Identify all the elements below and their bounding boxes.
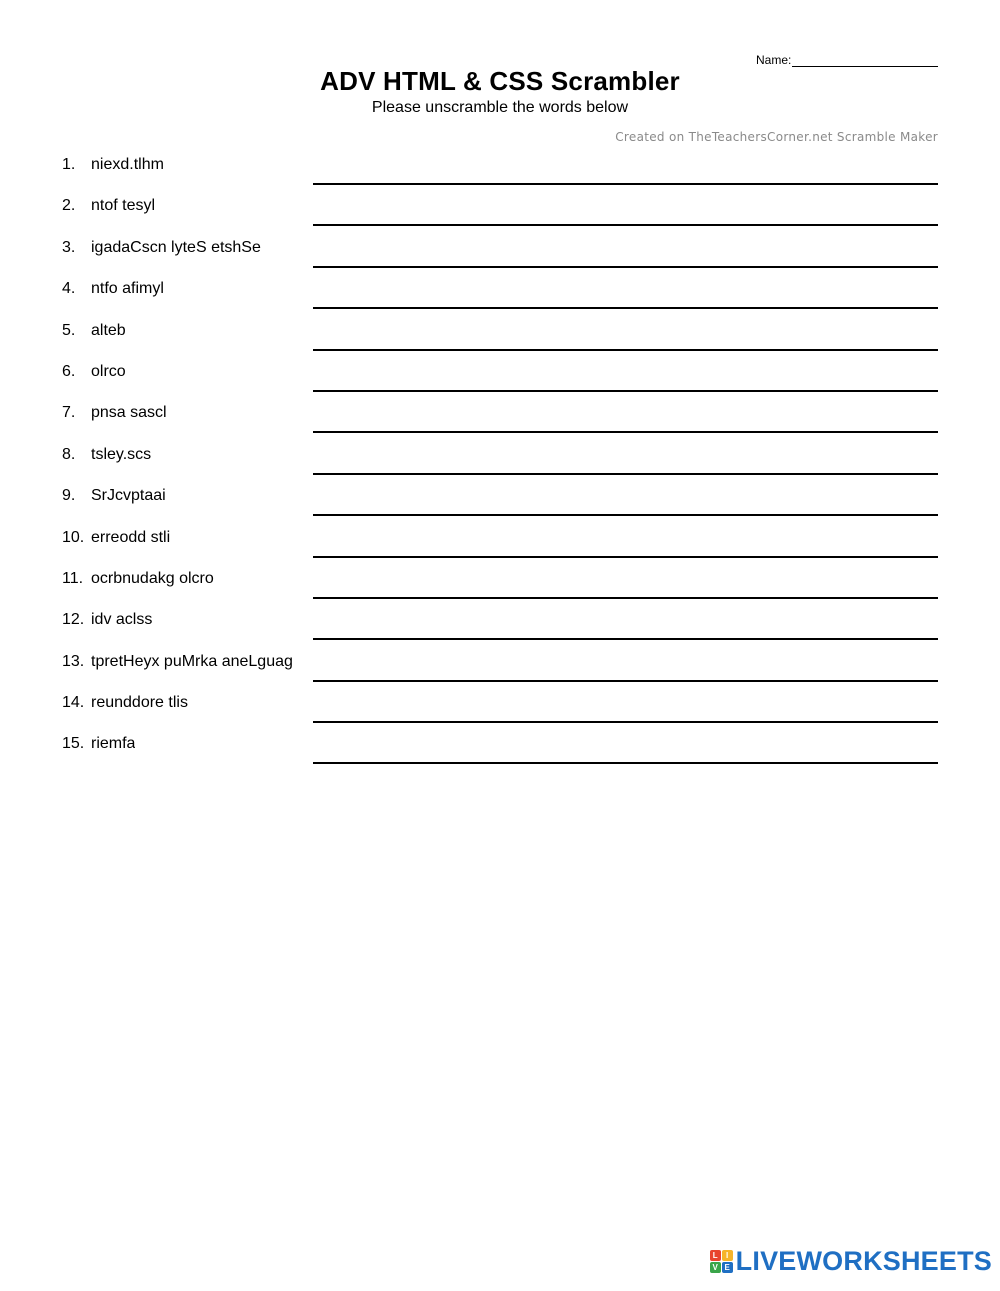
answer-line[interactable]	[313, 762, 938, 764]
list-item	[0, 272, 1000, 313]
answer-line[interactable]	[313, 556, 938, 558]
list-item	[0, 396, 1000, 437]
list-item	[0, 189, 1000, 230]
scrambled-word: SrJcvptaai	[91, 487, 166, 505]
item-number: 9.	[62, 487, 76, 505]
list-item	[0, 686, 1000, 727]
answer-line[interactable]	[313, 473, 938, 475]
answer-line[interactable]	[313, 638, 938, 640]
answer-line[interactable]	[313, 307, 938, 309]
liveworksheets-logo	[710, 1246, 992, 1277]
scrambled-word: igadaCscn lyteS etshSe	[91, 238, 261, 256]
logo-letter: I	[722, 1250, 733, 1261]
scrambled-word: olrco	[91, 362, 126, 380]
scrambled-word: ntfo afimyl	[91, 280, 164, 298]
scrambled-word: tsley.scs	[91, 445, 152, 463]
item-number: 4.	[62, 280, 76, 298]
list-item	[0, 231, 1000, 272]
scrambled-word: tpretHeyx puMrka aneLguag	[91, 652, 293, 670]
answer-line[interactable]	[313, 224, 938, 226]
list-item	[0, 479, 1000, 520]
scrambled-word: reunddore tlis	[91, 694, 188, 712]
brand-name: LIVEWORKSHEETS	[735, 1246, 992, 1276]
answer-line[interactable]	[313, 597, 938, 599]
item-number: 15.	[62, 735, 85, 753]
answer-line[interactable]	[313, 390, 938, 392]
list-item	[0, 645, 1000, 686]
list-item	[0, 314, 1000, 355]
item-number: 6.	[62, 362, 76, 380]
item-number: 12.	[62, 611, 85, 629]
list-item	[0, 727, 1000, 768]
scrambled-word: pnsa sascl	[91, 404, 167, 422]
scrambled-word: erreodd stli	[91, 528, 171, 546]
list-item	[0, 355, 1000, 396]
scrambled-word: idv aclss	[91, 611, 153, 629]
item-number: 7.	[62, 404, 76, 422]
logo-letter: V	[710, 1262, 721, 1273]
scrambled-word: riemfa	[91, 735, 136, 753]
item-number: 11.	[62, 569, 84, 587]
scrambled-word: alteb	[91, 321, 126, 339]
page-title: ADV HTML & CSS Scrambler	[320, 66, 680, 96]
item-number: 10.	[62, 528, 85, 546]
item-number: 14.	[62, 694, 85, 712]
scrambled-word: ocrbnudakg olcro	[91, 569, 214, 587]
answer-line[interactable]	[313, 183, 938, 185]
answer-line[interactable]	[313, 349, 938, 351]
scrambled-word: ntof tesyl	[91, 197, 156, 215]
list-item	[0, 438, 1000, 479]
item-number: 1.	[62, 156, 76, 173]
item-number: 5.	[62, 321, 76, 339]
answer-line[interactable]	[313, 721, 938, 723]
item-number: 2.	[62, 197, 76, 215]
list-item	[0, 521, 1000, 562]
logo-letter: E	[722, 1262, 733, 1273]
credit-text: Created on TheTeachersCorner.net Scramble Maker	[615, 130, 938, 144]
scramble-list	[0, 148, 1000, 769]
logo-letter: L	[710, 1250, 721, 1261]
name-blank[interactable]	[792, 52, 938, 67]
page-subtitle: Please unscramble the words below	[371, 99, 629, 116]
list-item	[0, 562, 1000, 603]
list-item	[0, 148, 1000, 189]
name-field[interactable]	[756, 52, 938, 67]
item-number: 8.	[62, 445, 76, 463]
answer-line[interactable]	[313, 431, 938, 433]
item-number: 13.	[62, 652, 85, 670]
answer-line[interactable]	[313, 680, 938, 682]
scrambled-word: niexd.tlhm	[91, 156, 164, 173]
logo-mark-icon	[710, 1250, 733, 1273]
name-label: Name:	[756, 53, 792, 67]
item-number: 3.	[62, 238, 76, 256]
answer-line[interactable]	[313, 514, 938, 516]
answer-line[interactable]	[313, 266, 938, 268]
list-item	[0, 603, 1000, 644]
